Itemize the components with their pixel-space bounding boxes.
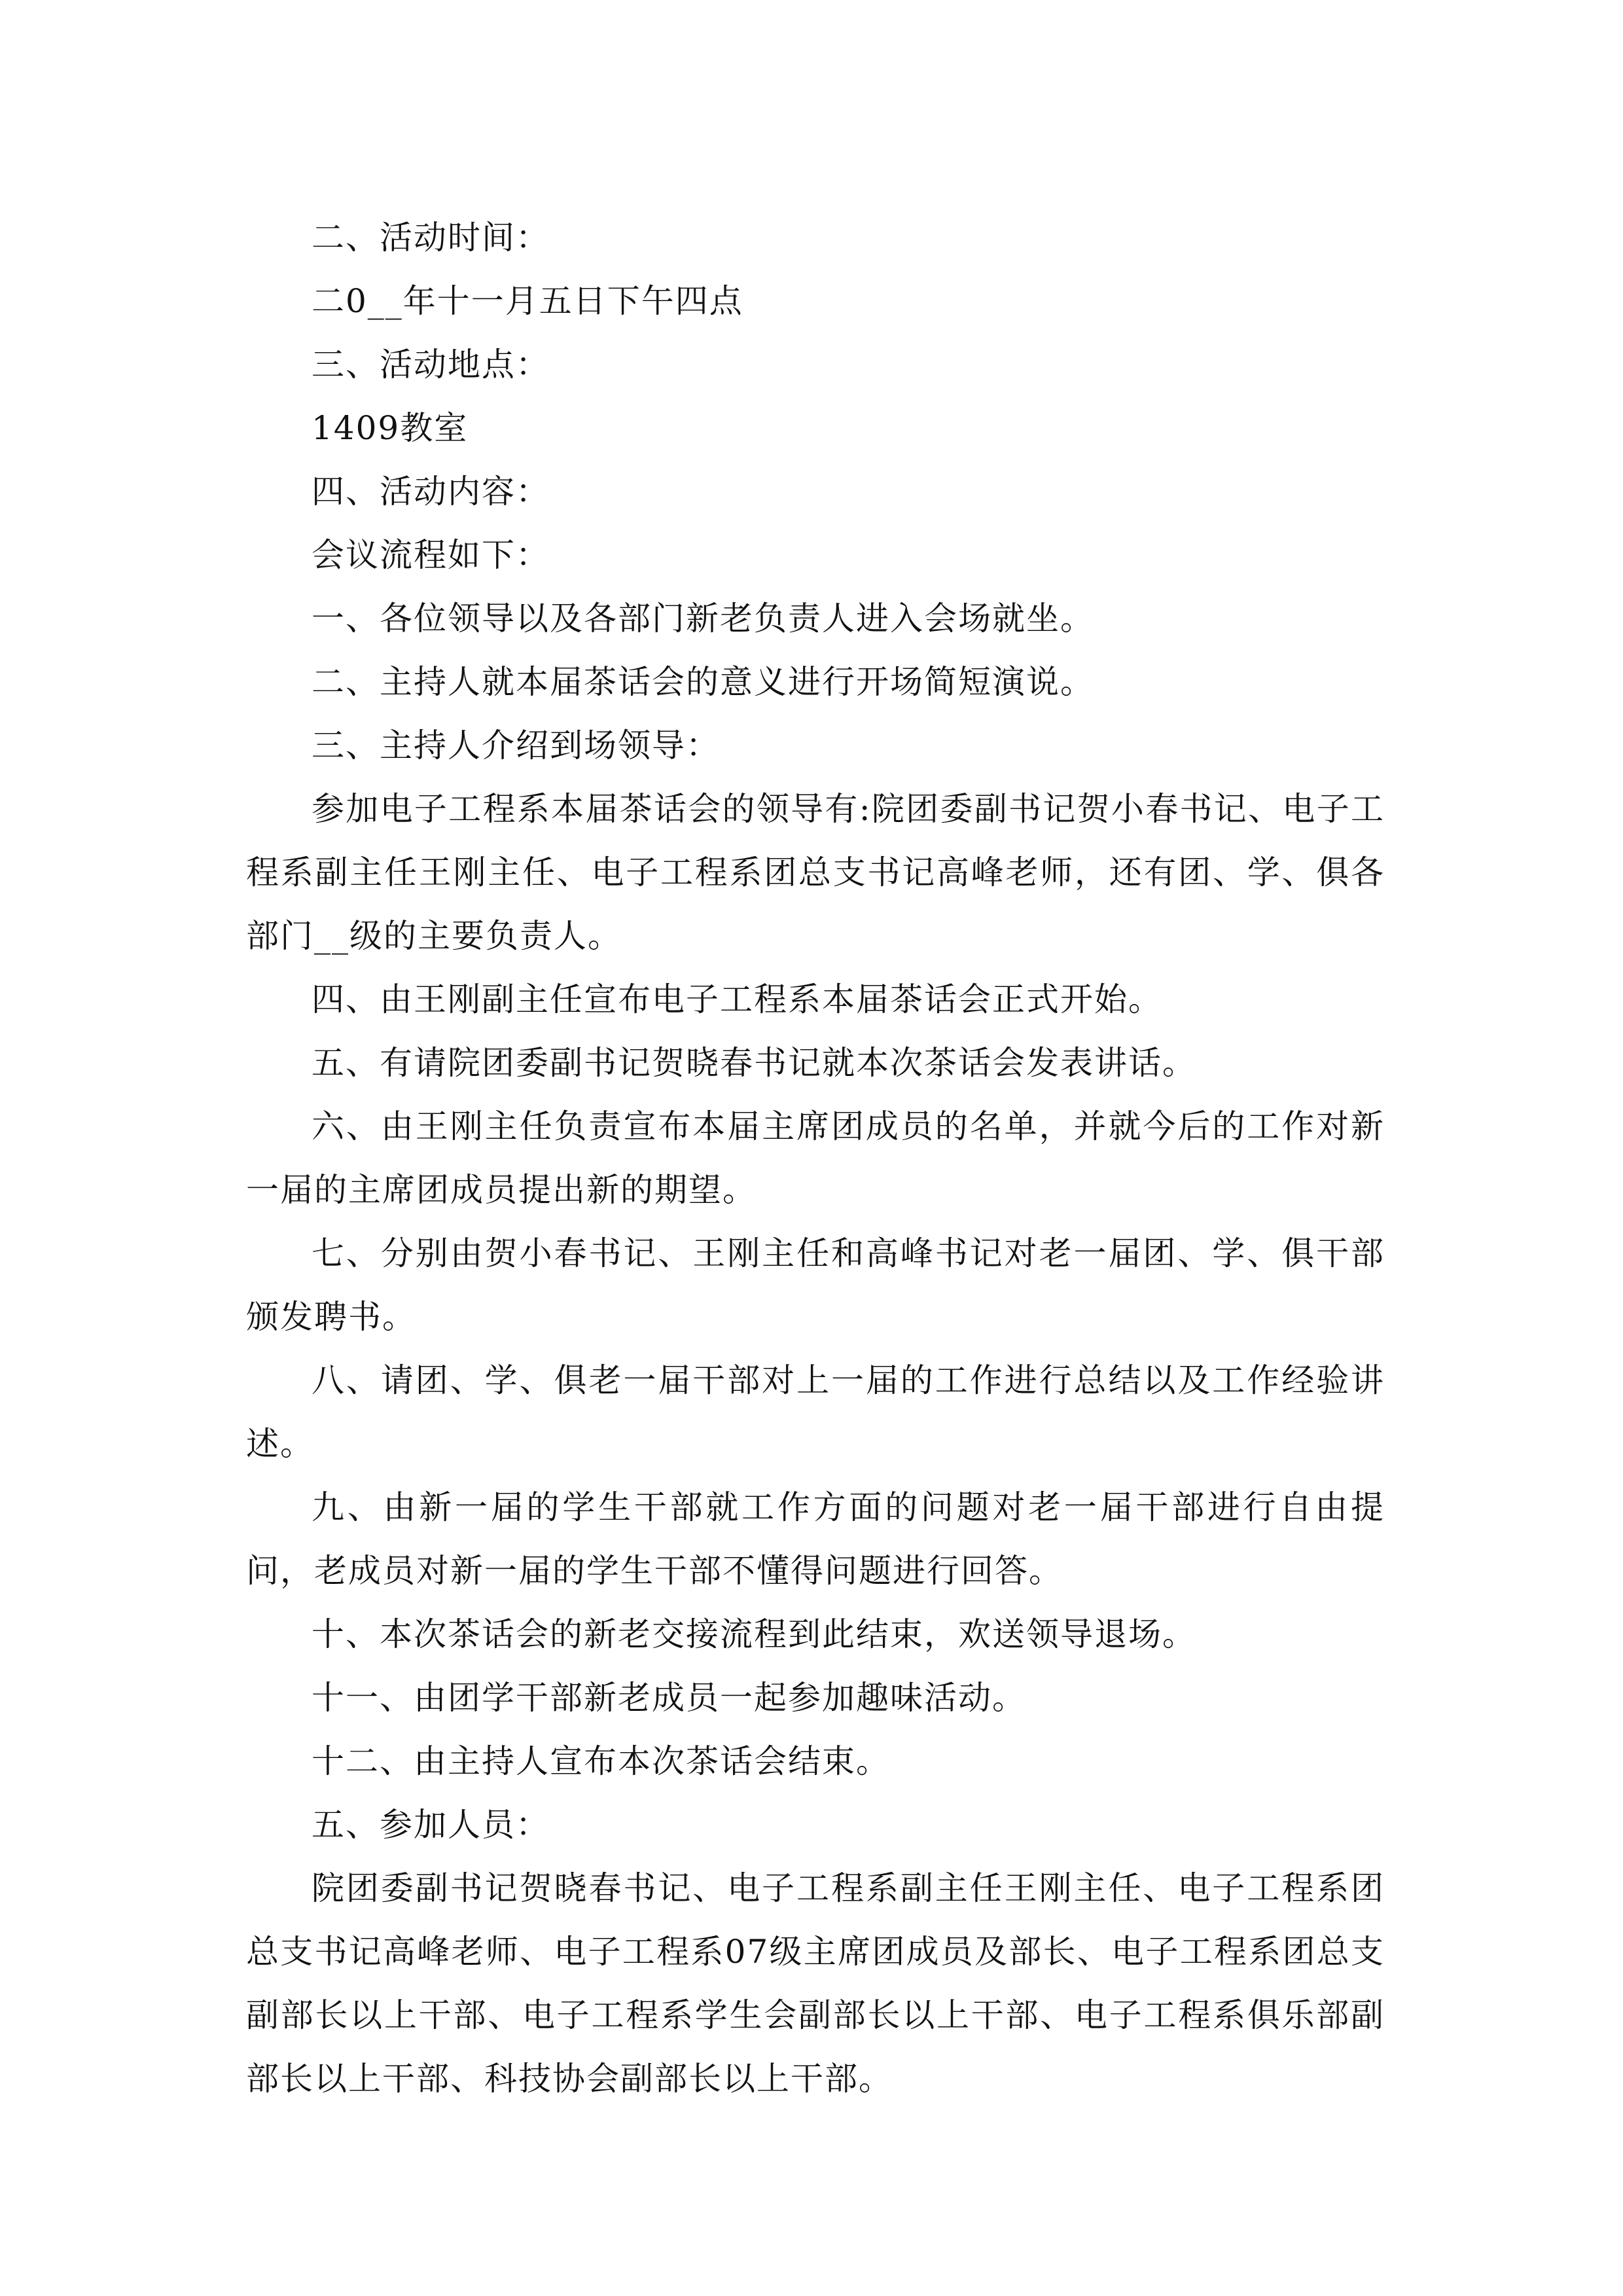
activity-location-text: 1409教室	[312, 409, 469, 447]
activity-time-text: 二0__年十一月五日下午四点	[312, 282, 743, 320]
agenda-item-1: 一、各位领导以及各部门新老负责人进入会场就坐。	[312, 600, 1094, 637]
agenda-item-3: 三、主持人介绍到场领导：	[312, 726, 720, 764]
agenda-item-2: 二、主持人就本届茶话会的意义进行开场简短演说。	[312, 663, 1094, 701]
section-heading-content: 四、活动内容：	[312, 473, 550, 511]
agenda-item-11: 十一、由团学干部新老成员一起参加趣味活动。	[312, 1679, 1026, 1717]
document-body	[246, 206, 1385, 2111]
agenda-intro: 会议流程如下：	[312, 536, 550, 574]
agenda-item-9: 九、由新一届的学生干部就工作方面的问题对老一届干部进行自由提问，老成员对新一届的学生干部不懂得问题进行回答。	[246, 1488, 1385, 1590]
section-heading-location: 三、活动地点：	[312, 346, 550, 384]
agenda-item-4: 四、由王刚副主任宣布电子工程系本届茶话会正式开始。	[312, 980, 1162, 1018]
agenda-item-10: 十、本次茶话会的新老交接流程到此结束，欢送领导退场。	[312, 1615, 1196, 1653]
section-heading-participants: 五、参加人员：	[312, 1806, 550, 1844]
participants-paragraph: 院团委副书记贺晓春书记、电子工程系副主任王刚主任、电子工程系团总支书记高峰老师、电子工程系07级主席团成员及部长、电子工程系团总支副部长以上干部、电子工程系学生会副部长以上干部、电子工程系俱乐部副部长以上干部、科技协会副部长以上干部。	[246, 1869, 1385, 2098]
agenda-item-12: 十二、由主持人宣布本次茶话会结束。	[312, 1742, 890, 1780]
agenda-item-8: 八、请团、学、俱老一届干部对上一届的工作进行总结以及工作经验讲述。	[246, 1361, 1385, 1463]
section-heading-time: 二、活动时间：	[312, 219, 550, 257]
agenda-item-6: 六、由王刚主任负责宣布本届主席团成员的名单，并就今后的工作对新一届的主席团成员提出新的期望。	[246, 1107, 1385, 1209]
agenda-item-7: 七、分别由贺小春书记、王刚主任和高峰书记对老一届团、学、俱干部颁发聘书。	[246, 1234, 1385, 1336]
leaders-attending-paragraph: 参加电子工程系本届茶话会的领导有:院团委副书记贺小春书记、电子工程系副主任王刚主任、电子工程系团总支书记高峰老师，还有团、学、俱各部门__级的主要负责人。	[246, 790, 1385, 955]
agenda-item-5: 五、有请院团委副书记贺晓春书记就本次茶话会发表讲话。	[312, 1044, 1196, 1082]
